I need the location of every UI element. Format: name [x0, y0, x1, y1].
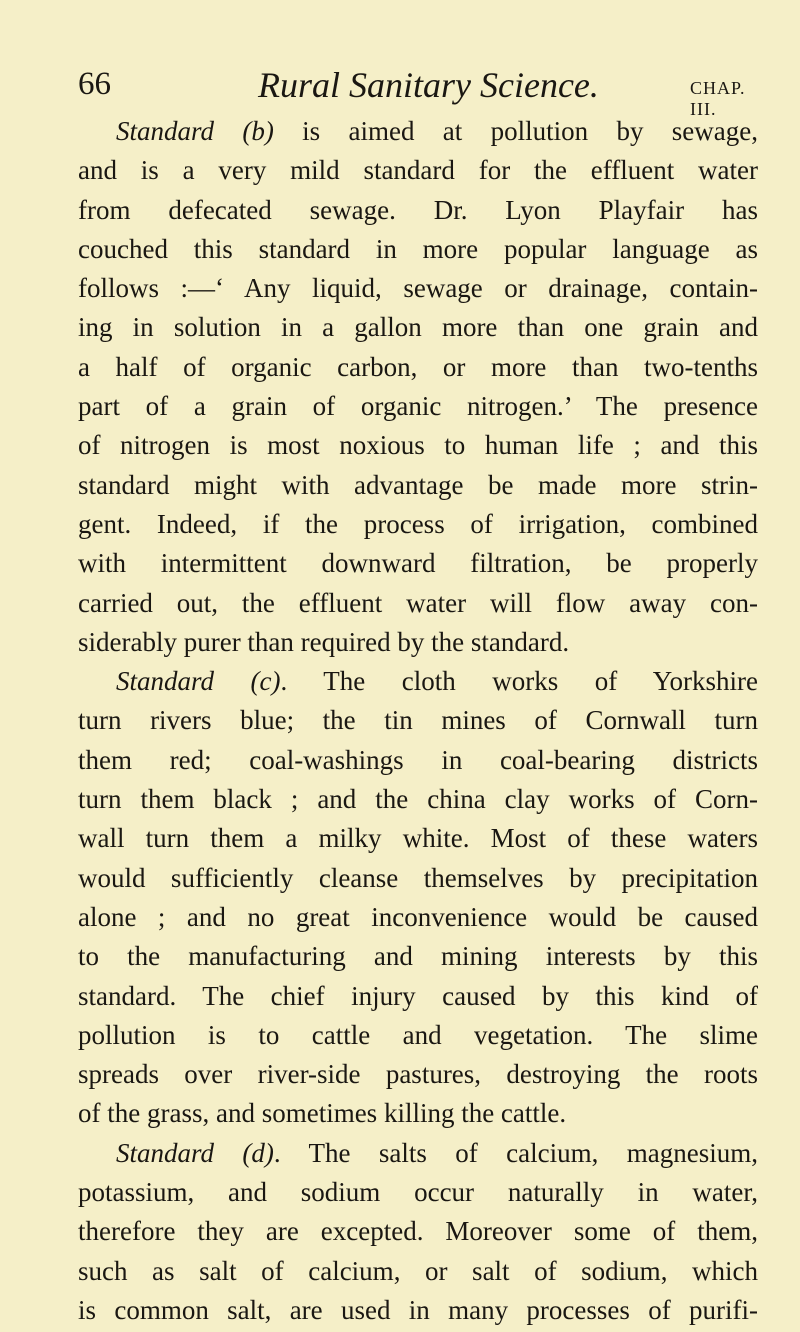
text-line [78, 623, 758, 662]
text-line [78, 584, 758, 623]
line-text: siderably purer than required by the standard. [78, 626, 570, 657]
text-line [78, 898, 758, 937]
line-text: standard. The chief injury caused by this kind of [78, 980, 758, 1011]
text-line [78, 1094, 758, 1133]
line-text: wall turn them a milky white. Most of these waters [78, 823, 758, 854]
line-text: gent. Indeed, if the process of irrigation, combined [78, 508, 758, 539]
text-line [78, 741, 758, 780]
line-text: potassium, and sodium occur naturally in water, [78, 1177, 758, 1208]
text-line [78, 859, 758, 898]
text-line [78, 662, 758, 701]
line-text: couched this standard in more popular language as [78, 233, 758, 264]
text-line [78, 1016, 758, 1055]
text-line [78, 819, 758, 858]
line-text: therefore they are excepted. Moreover some of them, [78, 1216, 758, 1247]
text-line [78, 1055, 758, 1094]
line-text: pollution is to cattle and vegetation. The slime [78, 1019, 758, 1050]
line-text: . The salts of calcium, magnesium, [273, 1137, 758, 1168]
line-text: spreads over river-side pastures, destroying the roots [78, 1059, 758, 1090]
line-text: a half of organic carbon, or more than two-tenths [78, 351, 758, 382]
line-text: . The cloth works of Yorkshire [280, 666, 758, 697]
text-line [78, 269, 758, 308]
body-text [78, 112, 758, 1330]
text-line [78, 308, 758, 347]
line-text: such as salt of calcium, or salt of sodium, which [78, 1255, 758, 1286]
line-text: standard might with advantage be made more strin- [78, 469, 758, 500]
text-line [78, 977, 758, 1016]
text-line [78, 387, 758, 426]
text-line [78, 191, 758, 230]
text-line [78, 505, 758, 544]
text-line [78, 151, 758, 190]
line-text: of nitrogen is most noxious to human life ; and this [78, 430, 758, 461]
text-line [78, 937, 758, 976]
text-line [78, 1212, 758, 1251]
running-title: Rural Sanitary Science. [258, 65, 599, 105]
line-text: follows :—‘ Any liquid, sewage or drainage, contain- [78, 273, 758, 304]
line-text: from defecated sewage. Dr. Lyon Playfair has [78, 194, 758, 225]
text-line [78, 426, 758, 465]
standard-label: Standard (b) [116, 116, 274, 146]
text-line [78, 701, 758, 740]
line-text: would sufficiently cleanse themselves by precipitation [78, 862, 758, 893]
text-line [78, 230, 758, 269]
text-line [78, 1173, 758, 1212]
text-line [78, 348, 758, 387]
line-text: carried out, the effluent water will flow away con- [78, 587, 758, 618]
line-text: to the manufacturing and mining interests by this [78, 941, 758, 972]
page-number: 66 [78, 66, 111, 102]
line-text: turn them black ; and the china clay works of Corn- [78, 784, 758, 815]
line-text: them red; coal-washings in coal-bearing districts [78, 744, 758, 775]
text-line [78, 466, 758, 505]
text-line [78, 1252, 758, 1291]
chapter-label: CHAP. III. [690, 78, 746, 119]
line-text: is aimed at pollution by sewage, [273, 116, 758, 146]
line-text: ing in solution in a gallon more than one grain and [78, 312, 758, 343]
line-text: of the grass, and sometimes killing the cattle. [78, 1098, 567, 1129]
text-line [78, 544, 758, 583]
standard-label: Standard (d) [116, 1137, 274, 1168]
line-text: alone ; and no great inconvenience would be caused [78, 901, 758, 932]
line-text: is common salt, are used in many processes of purifi- [78, 1294, 758, 1325]
text-line [78, 780, 758, 819]
line-text: with intermittent downward filtration, be properly [78, 548, 758, 579]
standard-label: Standard (c) [116, 666, 281, 697]
page-header [78, 65, 760, 119]
text-line [78, 1291, 758, 1330]
text-line [78, 1134, 758, 1173]
line-text: part of a grain of organic nitrogen.’ The presence [78, 391, 758, 422]
line-text: and is a very mild standard for the effluent water [78, 155, 758, 186]
line-text: turn rivers blue; the tin mines of Cornwall turn [78, 705, 758, 736]
text-line [78, 112, 758, 151]
